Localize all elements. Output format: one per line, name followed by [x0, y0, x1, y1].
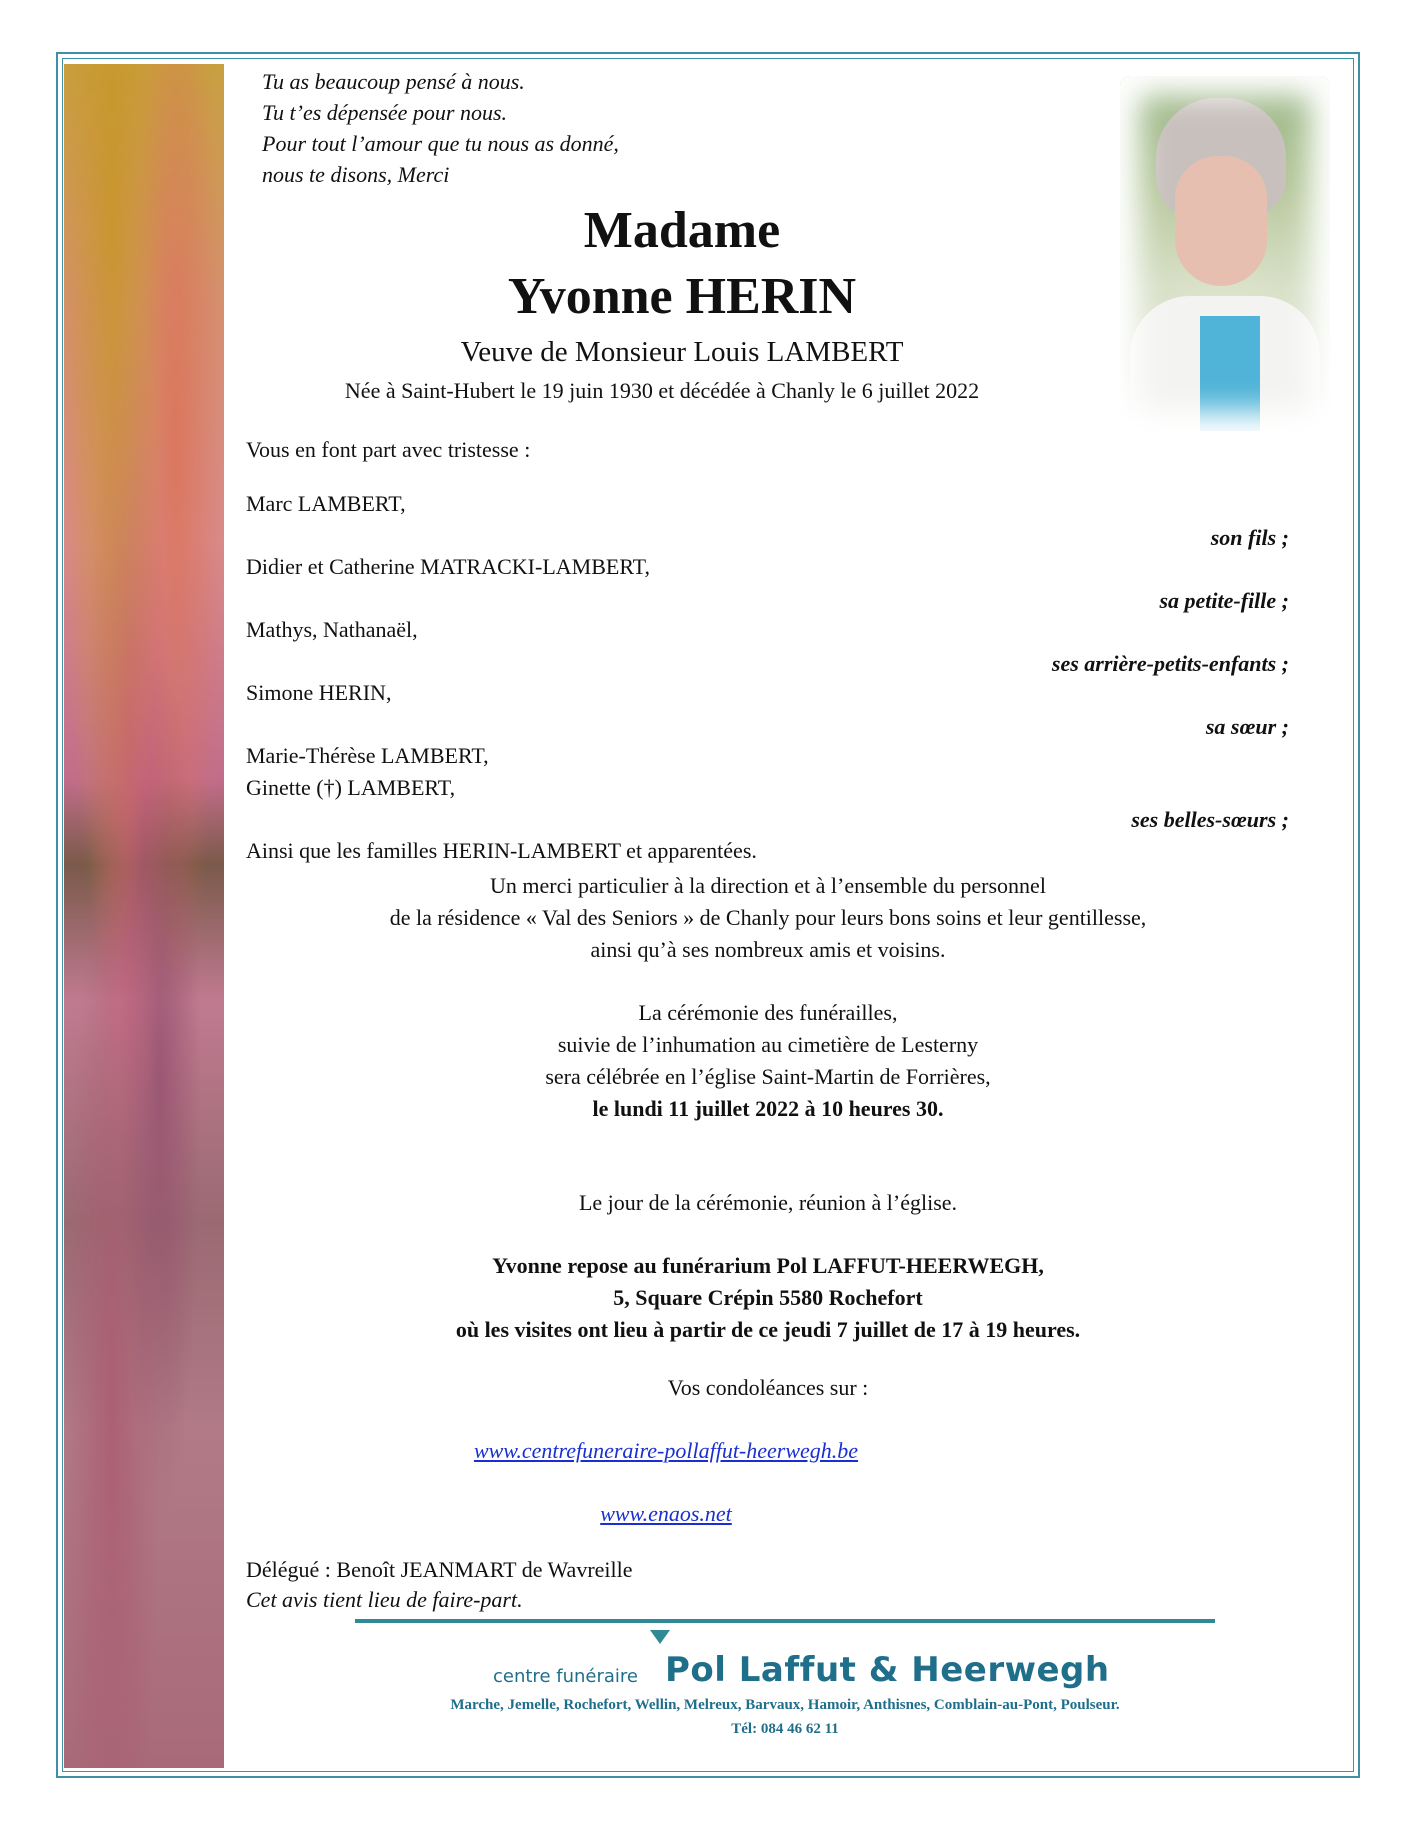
logo-brand: Pol Laffut & Heerwegh — [665, 1650, 1110, 1690]
family-member: Simone HERIN, — [246, 680, 392, 705]
family-member: Mathys, Nathanaël, — [246, 617, 418, 642]
family-role: sa petite-fille ; — [1159, 588, 1289, 613]
thanks-block — [246, 870, 1290, 966]
condolences-link-centre[interactable]: www.centrefuneraire-pollaffut-heerwegh.be — [473, 1438, 859, 1463]
funerarium-line: Yvonne repose au funérarium Pol LAFFUT-HEERWEGH, — [492, 1253, 1044, 1278]
footer-rule — [355, 1619, 1215, 1623]
condolences-label: Vos condoléances sur : — [667, 1375, 869, 1400]
ceremony-line: sera célébrée en l’église Saint-Martin de Forrières, — [545, 1064, 991, 1089]
funerarium-block — [246, 1250, 1290, 1346]
ceremony-line: La cérémonie des funérailles, — [638, 1000, 898, 1025]
honorific-title: Madame — [583, 202, 781, 259]
condolences-link-container — [246, 1435, 1086, 1467]
family-role: ses belles-sœurs ; — [1131, 807, 1289, 832]
notice-note: Cet avis tient lieu de faire-part. — [246, 1587, 523, 1612]
announcement-intro: Vous en font part avec tristesse : — [246, 437, 531, 462]
meeting-info: Le jour de la cérémonie, réunion à l’église. — [578, 1190, 958, 1215]
floral-side-image — [64, 64, 224, 1768]
poem — [262, 66, 619, 190]
widow-of: Veuve de Monsieur Louis LAMBERT — [460, 336, 904, 368]
ceremony-date: le lundi 11 juillet 2022 à 10 heures 30. — [592, 1096, 944, 1121]
poem-line: Tu t’es dépensée pour nous. — [262, 100, 508, 125]
condolences-link-container — [246, 1498, 1086, 1530]
ceremony-line: suivie de l’inhumation au cimetière de Lesterny — [557, 1032, 979, 1057]
birth-death-dates: Née à Saint-Hubert le 19 juin 1930 et décédée à Chanly le 6 juillet 2022 — [344, 378, 980, 403]
ceremony-block — [246, 997, 1290, 1125]
thanks-line: Un merci particulier à la direction et à l’ensemble du personnel — [490, 873, 1046, 898]
poem-line: nous te disons, Merci — [262, 162, 450, 187]
families-line: Ainsi que les familles HERIN-LAMBERT et apparentées. — [246, 838, 757, 863]
funerarium-line: où les visites ont lieu à partir de ce jeudi 7 juillet de 17 à 19 heures. — [455, 1317, 1081, 1342]
family-member: Marc LAMBERT, — [246, 491, 406, 516]
logo-triangle-icon — [650, 1630, 670, 1644]
family-role: son fils ; — [1210, 525, 1289, 550]
family-role: ses arrière-petits-enfants ; — [1051, 651, 1289, 676]
delegate: Délégué : Benoît JEANMART de Wavreille — [246, 1557, 633, 1582]
thanks-line: de la résidence « Val des Seniors » de Chanly pour leurs bons soins et leur gentillesse, — [389, 905, 1147, 930]
family-role: sa sœur ; — [1205, 714, 1289, 739]
poem-line: Tu as beaucoup pensé à nous. — [262, 69, 525, 94]
deceased-name: Yvonne HERIN — [507, 268, 857, 325]
thanks-line: ainsi qu’à ses nombreux amis et voisins. — [590, 937, 946, 962]
footer-phone: Tél: 084 46 62 11 — [731, 1721, 839, 1737]
logo-prefix: centre funéraire — [493, 1666, 638, 1687]
funerarium-line: 5, Square Crépin 5580 Rochefort — [613, 1285, 923, 1310]
footer-locations: Marche, Jemelle, Rochefort, Wellin, Melreux, Barvaux, Hamoir, Anthisnes, Comblain-au-Pont, Poulseur. — [450, 1697, 1120, 1713]
condolences-link-enaos[interactable]: www.enaos.net — [600, 1501, 732, 1526]
poem-line: Pour tout l’amour que tu nous as donné, — [262, 131, 619, 156]
family-member: Marie-Thérèse LAMBERT, — [246, 743, 489, 768]
family-member: Ginette (†) LAMBERT, — [246, 775, 456, 800]
portrait-photo — [1120, 76, 1330, 431]
family-member: Didier et Catherine MATRACKI-LAMBERT, — [246, 554, 650, 579]
